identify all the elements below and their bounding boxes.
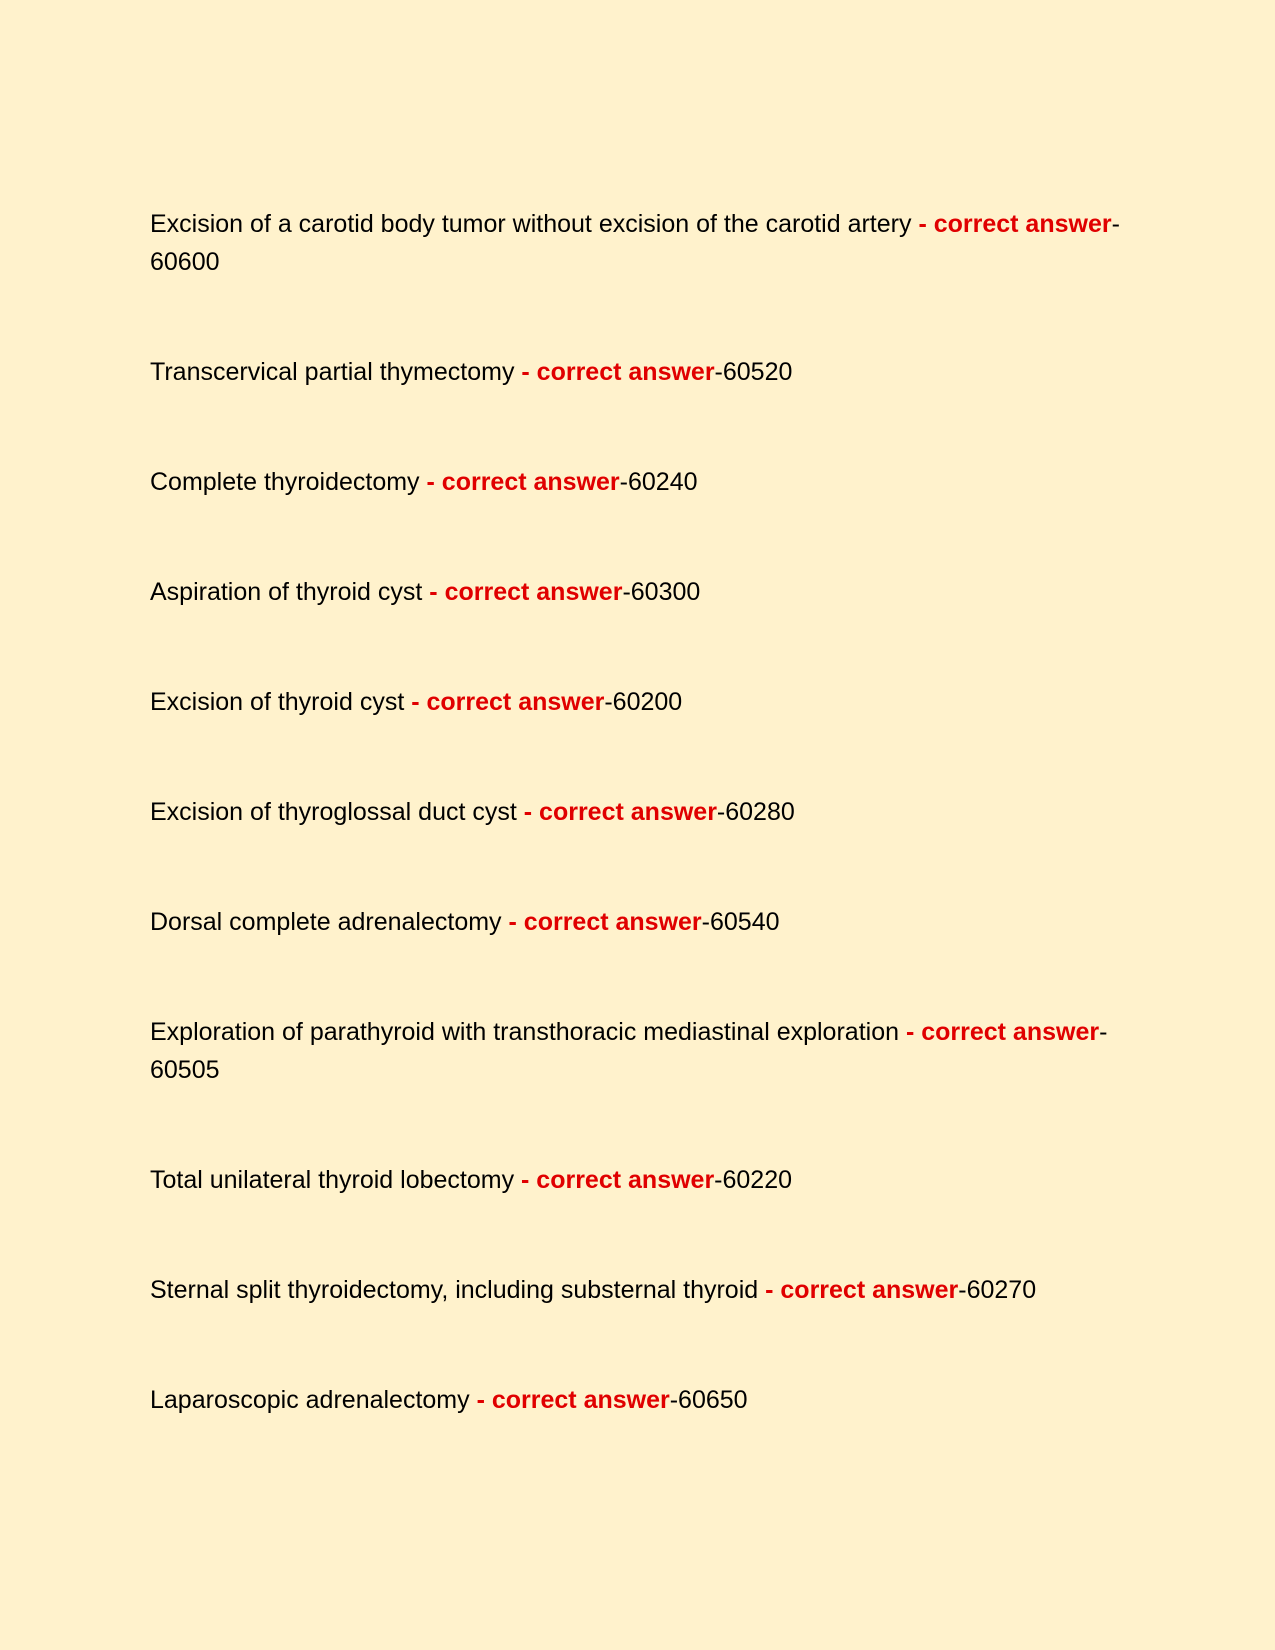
answer-code: -60280 xyxy=(716,798,795,826)
question-text: Excision of thyroid cyst xyxy=(150,688,405,716)
qa-item xyxy=(150,1271,1125,1309)
answer-code: -60240 xyxy=(619,468,698,496)
question-text: Transcervical partial thymectomy xyxy=(150,358,515,386)
answer-separator: - correct answer xyxy=(426,468,620,496)
qa-item xyxy=(150,1161,1125,1199)
question-text: Excision of a carotid body tumor without excision of the carotid artery xyxy=(150,210,912,238)
answer-separator: - correct answer xyxy=(523,798,717,826)
qa-item xyxy=(150,205,1125,281)
answer-code: -60505 xyxy=(150,1018,1108,1084)
answer-code: -60300 xyxy=(622,578,701,606)
answer-separator: - correct answer xyxy=(476,1386,670,1414)
answer-code: -60540 xyxy=(701,908,780,936)
question-text: Complete thyroidectomy xyxy=(150,468,420,496)
qa-item xyxy=(150,1013,1125,1089)
question-text: Laparoscopic adrenalectomy xyxy=(150,1386,470,1414)
answer-separator: - correct answer xyxy=(918,210,1112,238)
qa-item xyxy=(150,463,1125,501)
question-text: Sternal split thyroidectomy, including substernal thyroid xyxy=(150,1276,759,1304)
question-text: Dorsal complete adrenalectomy xyxy=(150,908,502,936)
qa-item xyxy=(150,353,1125,391)
question-text: Excision of thyroglossal duct cyst xyxy=(150,798,517,826)
qa-list xyxy=(150,205,1125,1419)
answer-code: -60520 xyxy=(714,358,793,386)
answer-code: -60600 xyxy=(150,210,1120,276)
answer-separator: - correct answer xyxy=(521,358,715,386)
answer-code: -60270 xyxy=(958,1276,1037,1304)
question-text: Total unilateral thyroid lobectomy xyxy=(150,1166,515,1194)
question-text: Aspiration of thyroid cyst xyxy=(150,578,423,606)
qa-item xyxy=(150,683,1125,721)
qa-item xyxy=(150,793,1125,831)
answer-separator: - correct answer xyxy=(765,1276,959,1304)
qa-item xyxy=(150,573,1125,611)
qa-item xyxy=(150,903,1125,941)
answer-code: -60200 xyxy=(604,688,683,716)
answer-separator: - correct answer xyxy=(521,1166,715,1194)
answer-separator: - correct answer xyxy=(411,688,605,716)
answer-separator: - correct answer xyxy=(905,1018,1100,1046)
qa-item xyxy=(150,1381,1125,1419)
answer-separator: - correct answer xyxy=(508,908,702,936)
answer-separator: - correct answer xyxy=(429,578,623,606)
answer-code: -60220 xyxy=(714,1166,793,1194)
question-text: Exploration of parathyroid with transthoracic mediastinal exploration xyxy=(150,1018,899,1046)
answer-code: -60650 xyxy=(669,1386,748,1414)
